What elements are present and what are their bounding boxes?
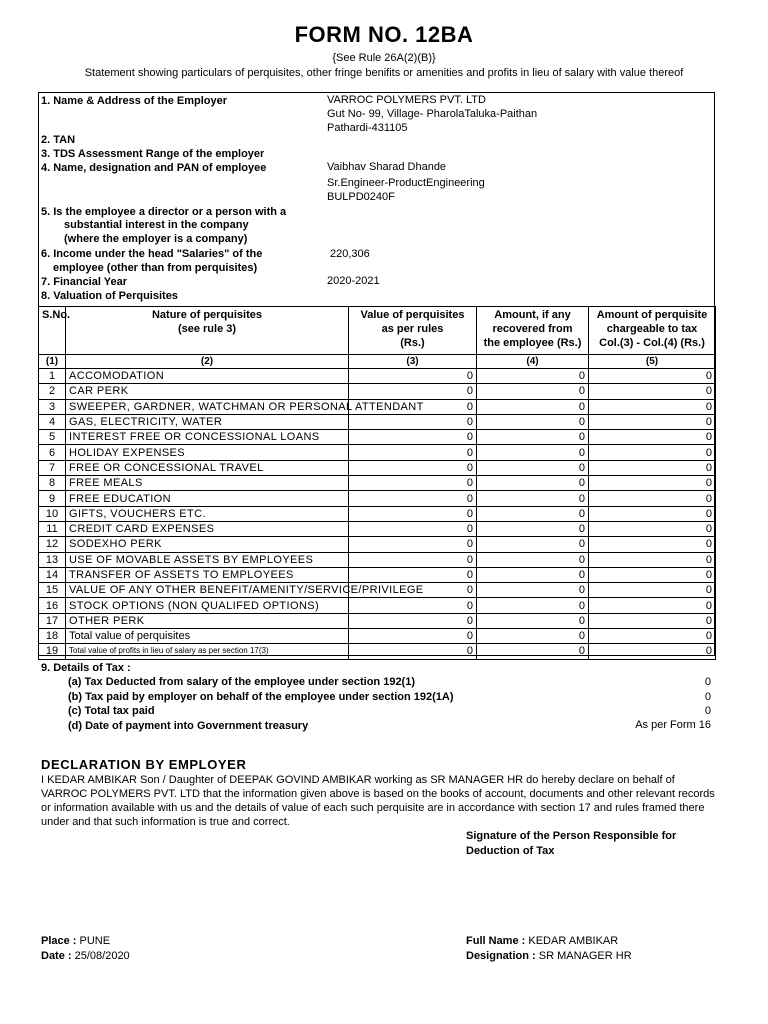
perquisite-value: 0 <box>349 430 477 445</box>
perquisite-value: 0 <box>349 583 477 598</box>
perquisite-sno: 13 <box>39 552 66 567</box>
perquisite-name: GIFTS, VOUCHERS ETC. <box>66 506 349 521</box>
perquisite-sno: 17 <box>39 613 66 628</box>
income-label-line2: employee (other than from perquisites) <box>53 262 258 274</box>
perquisite-recovered: 0 <box>477 491 589 506</box>
tax-a-value: 0 <box>704 676 711 688</box>
table-row <box>39 414 716 429</box>
signature-label-line2: Deduction of Tax <box>466 845 555 857</box>
place-value: PUNE <box>79 935 111 947</box>
perquisite-recovered: 0 <box>477 537 589 552</box>
designation-field <box>466 950 632 962</box>
income-value: 220,306 <box>330 248 370 260</box>
perquisite-chargeable: 0 <box>589 384 716 399</box>
perquisite-name: HOLIDAY EXPENSES <box>66 445 349 460</box>
perquisite-value: 0 <box>349 629 477 644</box>
perquisite-sno: 14 <box>39 567 66 582</box>
perquisite-recovered: 0 <box>477 613 589 628</box>
perquisite-name: FREE OR CONCESSIONAL TRAVEL <box>66 460 349 475</box>
perquisite-name: Total value of profits in lieu of salary as per section 17(3) <box>66 644 349 659</box>
perquisite-name: SWEEPER, GARDNER, WATCHMAN OR PERSONAL ATTENDANT <box>66 399 349 414</box>
table-row <box>39 384 716 399</box>
perquisite-recovered: 0 <box>477 552 589 567</box>
employee-name: Vaibhav Sharad Dhande <box>327 161 447 173</box>
perquisite-value: 0 <box>349 399 477 414</box>
perquisite-recovered: 0 <box>477 644 589 659</box>
perquisite-recovered: 0 <box>477 430 589 445</box>
perquisite-name: SODEXHO PERK <box>66 537 349 552</box>
perquisite-recovered: 0 <box>477 476 589 491</box>
designation-label: Designation : <box>466 950 536 962</box>
table-row <box>39 613 716 628</box>
perquisite-chargeable: 0 <box>589 644 716 659</box>
perquisite-name: OTHER PERK <box>66 613 349 628</box>
perquisite-name: USE OF MOVABLE ASSETS BY EMPLOYEES <box>66 552 349 567</box>
fullname-label: Full Name : <box>466 935 526 947</box>
col-number-1: (1) <box>39 355 66 369</box>
perquisite-sno: 10 <box>39 506 66 521</box>
column-number-row <box>39 355 716 369</box>
employee-designation: Sr.Engineer-ProductEngineering <box>327 177 485 189</box>
perquisite-sno: 9 <box>39 491 66 506</box>
header-value: Value of perquisites as per rules (Rs.) <box>349 307 477 355</box>
table-row <box>39 506 716 521</box>
perquisite-sno: 1 <box>39 369 66 384</box>
table-row <box>39 552 716 567</box>
form-subtitle: Statement showing particulars of perquisites, other fringe benifits or amenities and profits in lieu of salary with value thereof <box>84 67 684 79</box>
perquisite-name: FREE EDUCATION <box>66 491 349 506</box>
signature-label-line1: Signature of the Person Responsible for <box>466 830 677 842</box>
perquisite-sno: 19 <box>39 644 66 659</box>
perquisite-chargeable: 0 <box>589 460 716 475</box>
perquisite-name: TRANSFER OF ASSETS TO EMPLOYEES <box>66 567 349 582</box>
perquisite-value: 0 <box>349 445 477 460</box>
table-row <box>39 445 716 460</box>
perquisite-value: 0 <box>349 369 477 384</box>
perquisite-chargeable: 0 <box>589 506 716 521</box>
perquisite-value: 0 <box>349 537 477 552</box>
perquisite-value: 0 <box>349 613 477 628</box>
perquisite-recovered: 0 <box>477 399 589 414</box>
perquisite-value: 0 <box>349 476 477 491</box>
perquisite-name: CAR PERK <box>66 384 349 399</box>
perquisite-value: 0 <box>349 460 477 475</box>
table-row <box>39 369 716 384</box>
col-number-3: (3) <box>349 355 477 369</box>
perquisite-name: INTEREST FREE OR CONCESSIONAL LOANS <box>66 430 349 445</box>
header-recovered: Amount, if any recovered from the employee (Rs.) <box>477 307 589 355</box>
perquisite-name: STOCK OPTIONS (NON QUALIFED OPTIONS) <box>66 598 349 613</box>
form-rule-reference: {See Rule 26A(2)(B)} <box>332 52 436 64</box>
perquisite-chargeable: 0 <box>589 414 716 429</box>
perquisite-sno: 2 <box>39 384 66 399</box>
perquisite-sno: 8 <box>39 476 66 491</box>
employee-label: 4. Name, designation and PAN of employee <box>41 162 267 174</box>
perquisite-value: 0 <box>349 598 477 613</box>
perquisite-chargeable: 0 <box>589 476 716 491</box>
form-title: FORM NO. 12BA <box>294 22 474 47</box>
tax-b-value: 0 <box>704 691 711 703</box>
perquisite-value: 0 <box>349 491 477 506</box>
perquisite-sno: 12 <box>39 537 66 552</box>
place-field <box>41 935 110 947</box>
declaration-text: I KEDAR AMBIKAR Son / Daughter of DEEPAK GOVIND AMBIKAR working as SR MANAGER HR do hereby declare on behalf of VARROC POLYMERS PVT. LTD that the information given above is based on the books of account, documents and other relevant records or information available with us and the details of value of each such perquisite are in accordance with section 17 and rules framed there under and that such information is true and correct. <box>41 774 715 828</box>
financial-year-label: 7. Financial Year <box>41 276 128 288</box>
tax-c-value: 0 <box>704 705 711 717</box>
table-row <box>39 567 716 582</box>
perquisite-chargeable: 0 <box>589 552 716 567</box>
perquisite-name: GAS, ELECTRICITY, WATER <box>66 414 349 429</box>
perquisite-value: 0 <box>349 552 477 567</box>
perquisite-value: 0 <box>349 384 477 399</box>
perquisite-recovered: 0 <box>477 506 589 521</box>
perquisite-name: FREE MEALS <box>66 476 349 491</box>
perquisite-chargeable: 0 <box>589 521 716 536</box>
perquisite-chargeable: 0 <box>589 369 716 384</box>
tds-range-label: 3. TDS Assessment Range of the employer <box>41 148 265 160</box>
table-header-row <box>39 307 716 355</box>
perquisite-chargeable: 0 <box>589 613 716 628</box>
header-chargeable: Amount of perquisite chargeable to tax Col.(3) - Col.(4) (Rs.) <box>589 307 716 355</box>
perquisite-chargeable: 0 <box>589 491 716 506</box>
perquisite-name: CREDIT CARD EXPENSES <box>66 521 349 536</box>
table-row <box>39 430 716 445</box>
perquisite-value: 0 <box>349 521 477 536</box>
header-nature: Nature of perquisites (see rule 3) <box>66 307 349 355</box>
perquisites-table <box>38 306 716 660</box>
fullname-field <box>466 935 618 947</box>
table-row <box>39 598 716 613</box>
table-row <box>39 521 716 536</box>
place-label: Place : <box>41 935 77 947</box>
header-sno: S.No. <box>39 307 66 355</box>
perquisite-name: Total value of perquisites <box>66 629 349 644</box>
table-row <box>39 537 716 552</box>
tax-details-title: 9. Details of Tax : <box>41 662 131 674</box>
perquisite-value: 0 <box>349 644 477 659</box>
table-row <box>39 644 716 659</box>
income-label-line1: 6. Income under the head "Salaries" of the <box>41 248 263 260</box>
perquisite-chargeable: 0 <box>589 399 716 414</box>
perquisite-recovered: 0 <box>477 384 589 399</box>
date-field <box>41 950 130 962</box>
perquisite-sno: 7 <box>39 460 66 475</box>
perquisite-sno: 4 <box>39 414 66 429</box>
perquisite-recovered: 0 <box>477 629 589 644</box>
employer-address-line2: Pathardi-431105 <box>327 122 408 134</box>
tax-b-label: (b) Tax paid by employer on behalf of the employee under section 192(1A) <box>68 691 454 703</box>
employer-address-line1: Gut No- 99, Village- PharolaTaluka-Paithan <box>327 108 538 120</box>
col-number-2: (2) <box>66 355 349 369</box>
perquisite-chargeable: 0 <box>589 537 716 552</box>
perquisite-name: VALUE OF ANY OTHER BENEFIT/AMENITY/SERVICE/PRIVILEGE <box>66 583 349 598</box>
perquisite-chargeable: 0 <box>589 445 716 460</box>
perquisite-value: 0 <box>349 567 477 582</box>
perquisite-recovered: 0 <box>477 369 589 384</box>
date-label: Date : <box>41 950 72 962</box>
declaration-title: DECLARATION BY EMPLOYER <box>41 757 247 772</box>
director-question-line3: (where the employer is a company) <box>64 233 248 245</box>
perquisite-recovered: 0 <box>477 460 589 475</box>
tax-c-label: (c) Total tax paid <box>68 705 155 717</box>
perquisite-sno: 5 <box>39 430 66 445</box>
financial-year-value: 2020-2021 <box>327 275 380 287</box>
table-row <box>39 629 716 644</box>
table-row <box>39 583 716 598</box>
perquisite-chargeable: 0 <box>589 583 716 598</box>
table-row <box>39 491 716 506</box>
perquisite-recovered: 0 <box>477 521 589 536</box>
designation-value: SR MANAGER HR <box>538 950 632 962</box>
employer-name: VARROC POLYMERS PVT. LTD <box>327 94 486 106</box>
perquisite-recovered: 0 <box>477 583 589 598</box>
perquisite-chargeable: 0 <box>589 567 716 582</box>
perquisite-value: 0 <box>349 506 477 521</box>
perquisite-sno: 18 <box>39 629 66 644</box>
tax-d-label: (d) Date of payment into Government treasury <box>68 720 309 732</box>
perquisite-recovered: 0 <box>477 445 589 460</box>
perquisite-chargeable: 0 <box>589 598 716 613</box>
table-row <box>39 460 716 475</box>
perquisite-recovered: 0 <box>477 567 589 582</box>
perquisite-name: ACCOMODATION <box>66 369 349 384</box>
employee-pan: BULPD0240F <box>327 191 395 203</box>
perquisite-sno: 15 <box>39 583 66 598</box>
tan-label: 2. TAN <box>41 134 76 146</box>
perquisite-sno: 6 <box>39 445 66 460</box>
valuation-label: 8. Valuation of Perquisites <box>41 290 178 302</box>
date-value: 25/08/2020 <box>74 950 130 962</box>
director-question-line2: substantial interest in the company <box>64 219 249 231</box>
perquisite-sno: 3 <box>39 399 66 414</box>
col-number-5: (5) <box>589 355 716 369</box>
perquisite-recovered: 0 <box>477 598 589 613</box>
perquisite-recovered: 0 <box>477 414 589 429</box>
col-number-4: (4) <box>477 355 589 369</box>
perquisite-sno: 11 <box>39 521 66 536</box>
perquisite-value: 0 <box>349 414 477 429</box>
table-row <box>39 476 716 491</box>
employer-label: 1. Name & Address of the Employer <box>41 95 228 107</box>
table-row <box>39 399 716 414</box>
perquisite-sno: 16 <box>39 598 66 613</box>
tax-d-value: As per Form 16 <box>635 719 711 731</box>
tax-a-label: (a) Tax Deducted from salary of the employee under section 192(1) <box>68 676 416 688</box>
fullname-value: KEDAR AMBIKAR <box>528 935 619 947</box>
perquisite-chargeable: 0 <box>589 430 716 445</box>
perquisite-chargeable: 0 <box>589 629 716 644</box>
director-question-line1: 5. Is the employee a director or a person with a <box>41 206 287 218</box>
